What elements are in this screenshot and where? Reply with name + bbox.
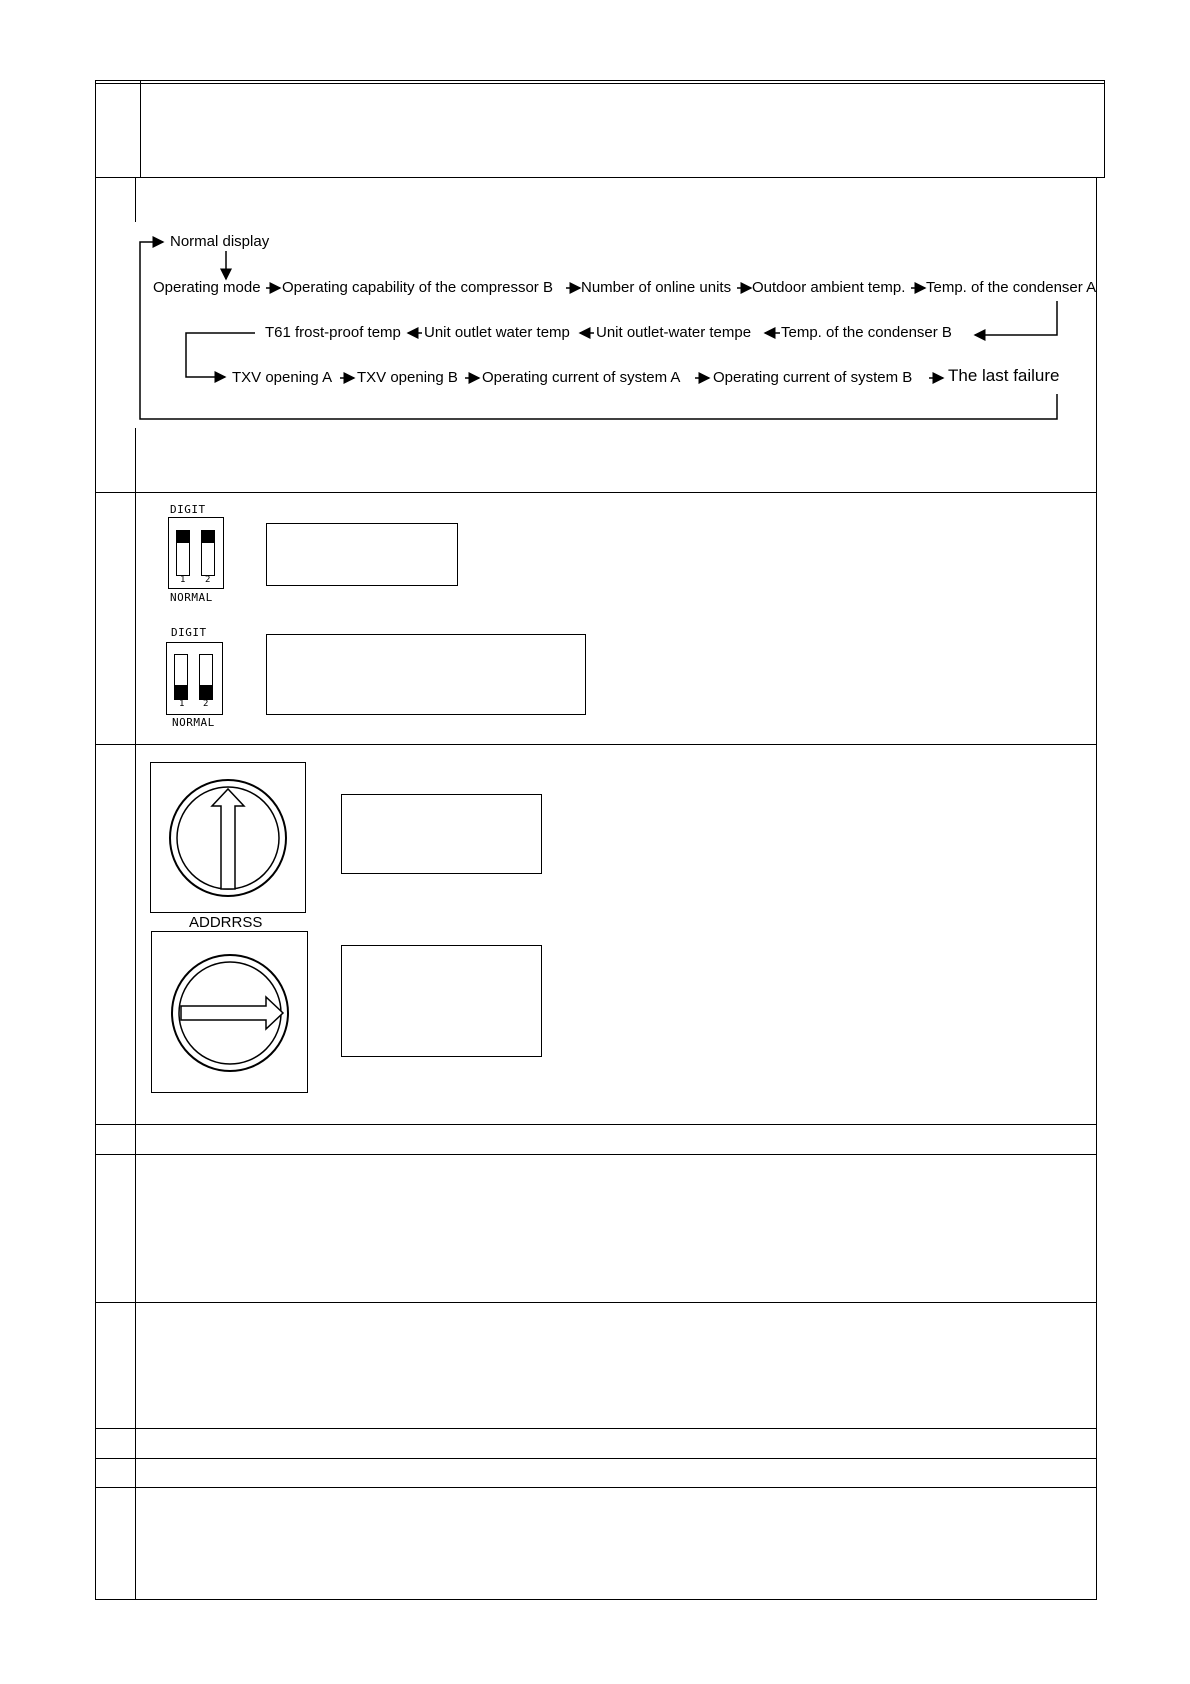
flow-compressor-capability: Operating capability of the compressor B — [282, 279, 553, 296]
flow-t61-frost-proof: T61 frost-proof temp — [265, 324, 401, 341]
address-label: ADDRRSS — [189, 914, 263, 931]
dip-number-2: 2 — [203, 699, 209, 709]
flow-current-b: Operating current of system B — [713, 369, 913, 386]
flowchart-connectors — [0, 0, 1190, 460]
dip-number-1: 1 — [180, 575, 186, 585]
dip-slot-2 — [199, 654, 213, 700]
flow-last-failure: The last failure — [948, 366, 1060, 385]
flow-txv-a: TXV opening A — [232, 369, 333, 386]
flow-condenser-b: Temp. of the condenser B — [781, 324, 952, 341]
dip-number-1: 1 — [179, 699, 185, 709]
flow-normal-display: Normal display — [170, 233, 270, 250]
flow-operating-mode: Operating mode — [153, 279, 261, 296]
rotary-dial-right-icon — [151, 931, 309, 1094]
flow-unit-outlet-water-tempe: Unit outlet-water tempe — [596, 324, 752, 341]
dip-label-digit: DIGIT — [170, 503, 206, 516]
dip-number-2: 2 — [205, 575, 211, 585]
rotary-dial-up-icon — [150, 762, 307, 914]
flow-current-a: Operating current of system A — [482, 369, 681, 386]
flow-condenser-a: Temp. of the condenser A — [926, 279, 1097, 296]
dip-label-digit: DIGIT — [171, 626, 207, 639]
blank-box — [266, 634, 586, 715]
flow-online-units: Number of online units — [581, 279, 732, 296]
dip-slot-1 — [174, 654, 188, 700]
dip-slot-2 — [201, 530, 215, 576]
dip-slot-1 — [176, 530, 190, 576]
blank-box — [266, 523, 458, 586]
flow-outdoor-ambient: Outdoor ambient temp. — [752, 279, 906, 296]
blank-box — [341, 945, 542, 1057]
flow-txv-b: TXV opening B — [357, 369, 458, 386]
blank-box — [341, 794, 542, 874]
dip-label-normal: NORMAL — [170, 591, 213, 604]
dip-label-normal: NORMAL — [172, 716, 215, 729]
flow-unit-outlet-water-temp: Unit outlet water temp — [424, 324, 570, 341]
